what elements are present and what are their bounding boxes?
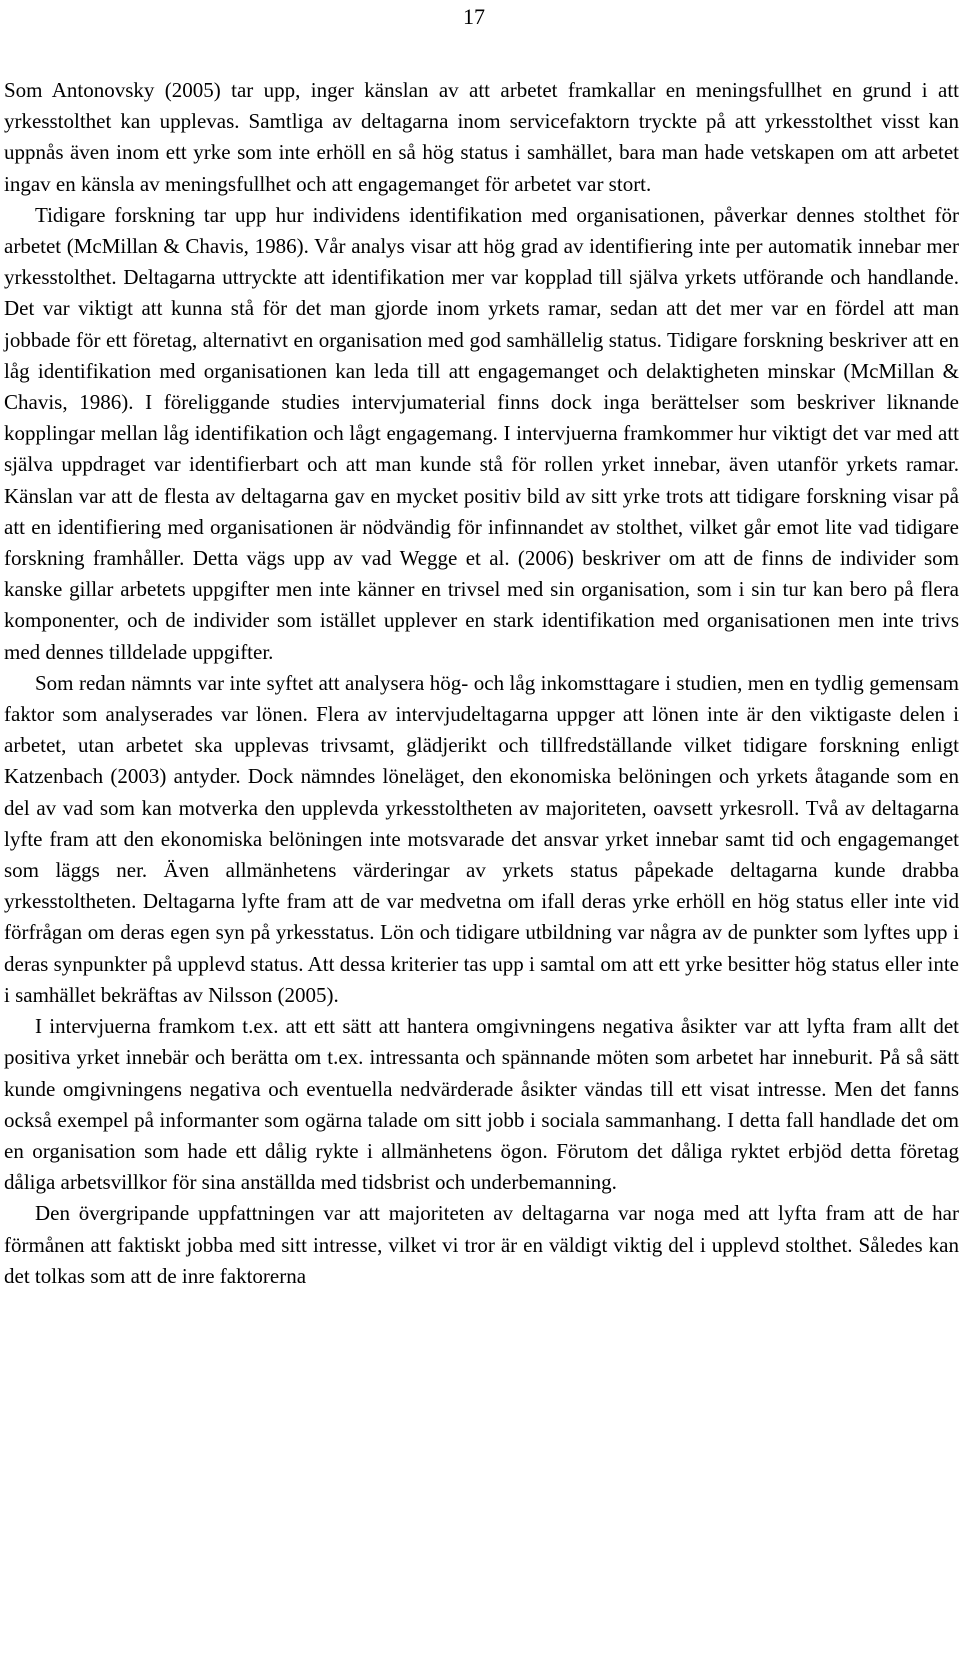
paragraph-antonovsky: Som Antonovsky (2005) tar upp, inger känslan av att arbetet framkallar en meningsfullhet en grund i att yrkesstolthet kan upplevas. Samtliga av deltagarna inom servicefaktorn tryckte på att yrkesstolthet visst kan uppnås även inom ett yrke som inte erhöll en så hög status i samhället, bara man hade vetskapen om att arbetet ingav en känsla av meningsfullhet och att engagemanget för arbetet var stort. [4,78,959,196]
paragraph-interviews: I intervjuerna framkom t.ex. att ett sätt att hantera omgivningens negativa åsikter var att lyfta fram allt det positiva yrket innebär och berätta om t.ex. intressanta och spännande möten som arbetet har inneburit. På så sätt kunde omgivningens negativa och eventuella nedvärderade åsikter vändas till ett visat intresse. Men det fanns också exempel på informanter som ogärna talade om sitt jobb i sociala sammanhang. I detta fall handlade det om en organisation som hade ett dålig rykte i allmänhetens ögon. Förutom det dåliga ryktet erbjöd detta företag dåliga arbetsvillkor för sina anställda med tidsbrist och underbemanning. [4,1014,959,1195]
body-text [4,75,959,1292]
page-number: 17 [463,4,485,29]
paragraph-salary: Som redan nämnts var inte syftet att analysera hög- och låg inkomsttagare i studien, men en tydlig gemensam faktor som analyserades var lönen. Flera av intervjudeltagarna uppger att lönen inte är den viktigaste delen i arbetet, utan arbetet ska upplevas trivsamt, glädjerikt och tillfredställande vilket tidigare forskning enligt Katzenbach (2003) antyder. Dock nämndes löneläget, den ekonomiska belöningen och yrkets åtagande som en del av vad som kan motverka den upplevda yrkesstoltheten av majoriteten, oavsett yrkesroll. Två av deltagarna lyfte fram att den ekonomiska belöningen inte motsvarade det ansvar yrket innebar samt tid och engagemanget som läggs ner. Även allmänhetens värderingar av yrkets status påpekade deltagarna kunde drabba yrkesstoltheten. Deltagarna lyfte fram att de var medvetna om ifall deras yrke erhöll en hög status eller inte vid förfrågan om deras egen syn på yrkesstatus. Lön och tidigare utbildning var några av de punkter som lyftes upp i deras synpunkter på upplevd status. Att dessa kriterier tas upp i samtal om att ett yrke besitter hög status eller inte i samhället bekräftas av Nilsson (2005). [4,670,959,1007]
paragraph-identification: Tidigare forskning tar upp hur individens identifikation med organisationen, påverkar dennes stolthet för arbetet (McMillan & Chavis, 1986). Vår analys visar att hög grad av identifiering inte per automatik innebar mer yrkesstolthet. Deltagarna uttryckte att identifikation mer var kopplad till själva yrkets utförande och handlande. Det var viktigt att kunna stå för det man gjorde inom yrkets ramar, sedan att det mer var en fördel att man jobbade för ett företag, alternativt en organisation med god samhällelig status. Tidigare forskning beskriver att en låg identifikation med organisationen kan leda till att engagemanget och delaktigheten minskar (McMillan & Chavis, 1986). I föreliggande studies intervjumaterial finns dock inga berättelser som beskriver liknande kopplingar mellan låg identifikation och lågt engagemang. I intervjuerna framkommer hur viktigt det var med att själva uppdraget var identifierbart och att man kunde stå för rollen yrket innebar, även utanför yrkets ramar. Känslan var att de flesta av deltagarna gav en mycket positiv bild av sitt yrke trots att tidigare forskning visar på att en identifiering med organisationen är nödvändig för infinnandet av stolthet, vilket går emot lite vad tidigare forskning framhåller. Detta vägs upp av vad Wegge et al. (2006) beskriver om att de finns de individer som kanske gillar arbetets uppgifter men inte känner en trivsel med sin organisation, som i sin tur kan bero på flera komponenter, och de individer som istället upplever en stark identifikation med organisationen men inte trivs med dennes tilldelade uppgifter. [4,202,959,664]
paragraph-overall: Den övergripande uppfattningen var att majoriteten av deltagarna var noga med att lyfta fram att de har förmånen att faktiskt jobba med sitt intresse, vilket vi tror är en väldigt viktig del i upplevd stolthet. Således kan det tolkas som att de inre faktorerna [4,1201,959,1288]
